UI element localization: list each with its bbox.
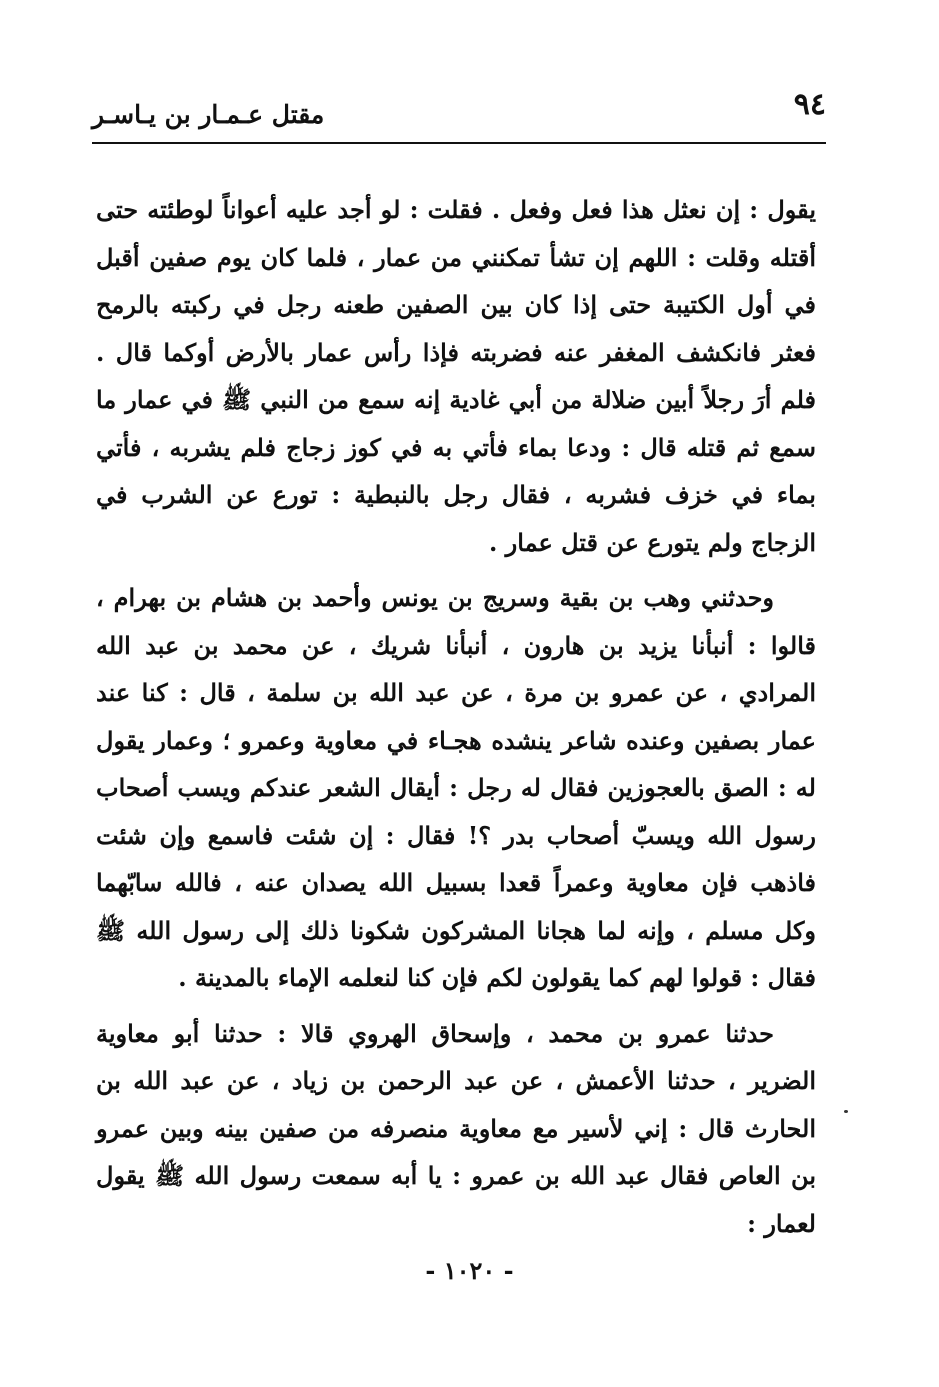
body-text — [96, 186, 816, 1247]
paragraph-1: يقول : إن نعثل هذا فعل وفعل . فقلت : لو أجد عليه أعواناً لوطئته حتى أقتله وقلت : اللهم إن تشأ تمكنني من عمار ، فلما كان يوم صفين أقبل في أول الكتيبة حتى إذا كان بين الصفين طعنه رجل في ركبته بالرمح فعثر فانكشف المغفر عنه فضربته فإذا رأس عمار بالأرض أوكما قال . فلم أرَ رجلاً أبين ضلالة من أبي غادية إنه سمع من النبي ﷺ في عمار ما سمع ثم قتله قال : ودعا بماء فأتي به في كوز زجاج فلم يشربه ، فأتي بماء في خزف فشربه ، فقال رجل بالنبطية : تورع عن الشرب في الزجاج ولم يتورع عن قتل عمار . — [96, 195, 816, 557]
header-page-number: ٩٤ — [793, 87, 826, 122]
running-title: مقتل عـمـار بن يـاسـر — [92, 100, 325, 129]
paragraph-spacer — [96, 1002, 816, 1010]
scan-speck — [844, 1110, 848, 1113]
page-header — [92, 88, 826, 146]
footer-page-number: - ١٠٢٠ - — [425, 1256, 514, 1285]
paragraph-3: حدثنا عمرو بن محمد ، وإسحاق الهروي قالا : حدثنا أبو معاوية الضرير ، حدثنا الأعمش ، عن عبد الرحمن بن زياد ، عن عبد الله بن الحارث قال : إني لأسير مع معاوية منصرفه من صفين بينه وبين عمرو بن العاص فقال عبد الله بن عمرو : يا أبه سمعت رسول الله ﷺ يقول لعمار : — [96, 1018, 816, 1238]
paragraph-2: وحدثني وهب بن بقية وسريج بن يونس وأحمد بن هشام بن بهرام ، قالوا : أنبأنا يزيد بن هارون ، أنبأنا شريك ، عن محمد بن عبد الله المرادي ، عن عمرو بن مرة ، عن عبد الله بن سلمة ، قال : كنا عند عمار بصفين وعنده شاعر ينشده هجـاء في معاوية وعمرو ؛ وعمار يقول له : الصق بالعجوزين فقال له رجل : أيقال الشعر عندكم ويسب أصحاب رسول الله ويسبّ أصحاب بدر ؟! فقال : إن شئت فاسمع وإن شئت فاذهب فإن معاوية وعمراً قعدا بسبيل الله يصدان عنه ، فالله سابّهما وكل مسلم ، وإنه لما هجانا المشركون شكونا ذلك إلى رسول الله ﷺ فقال : قولوا لهم كما يقولون لكم فإن كنا لنعلمه الإماء بالمدينة . — [96, 583, 816, 992]
paragraph-spacer — [96, 566, 816, 574]
header-rule — [92, 142, 826, 144]
